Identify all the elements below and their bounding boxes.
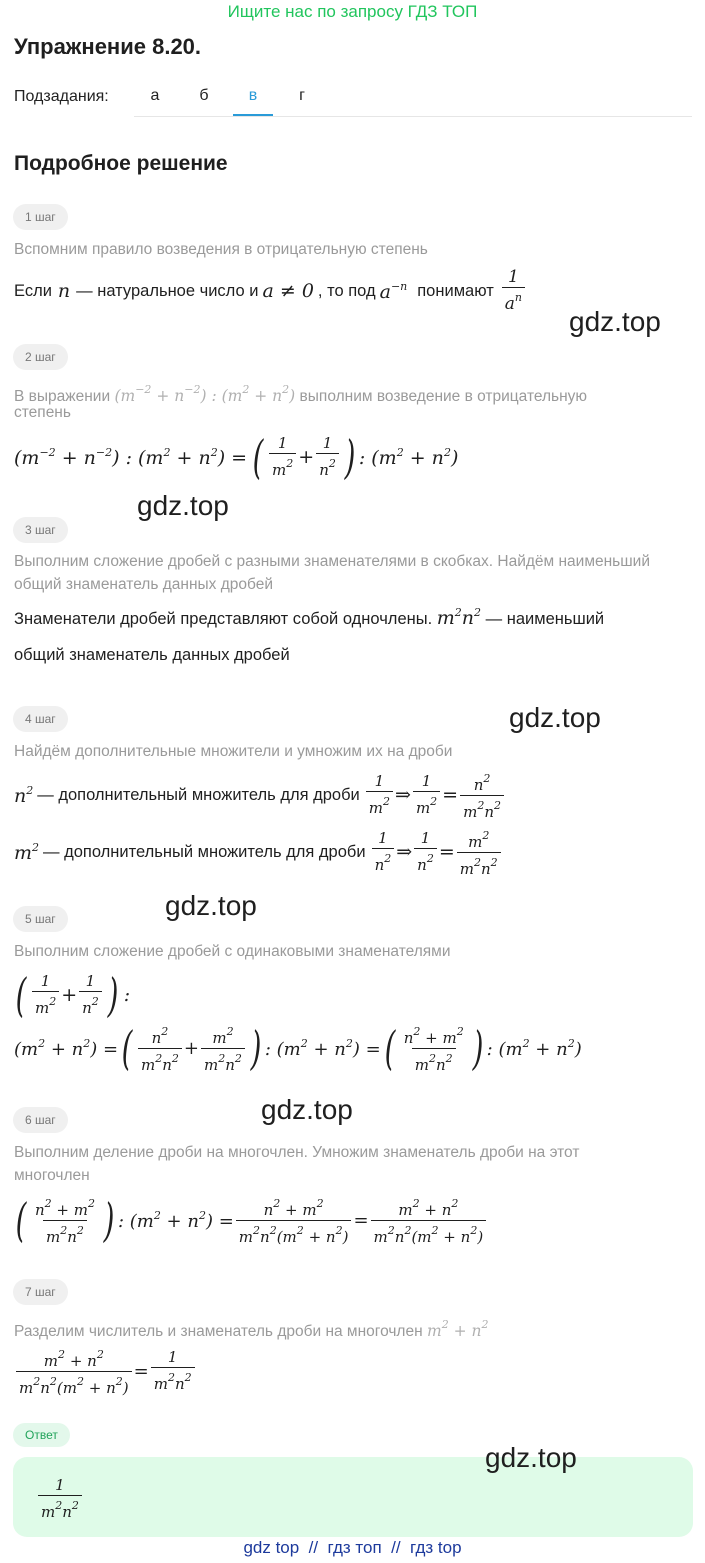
subtask-tab-a[interactable]: а [150, 87, 160, 104]
answer-box [13, 1457, 693, 1537]
step-4-line-2: $m^2$ — дополнительный множитель для дроби $\frac{1}{n^2}$ ⇒ $\frac{1}{n^2}$ = $\frac{m^2}{m^2n^2}$ [14, 825, 503, 879]
step-6-hint-a: Выполним деление дроби на многочлен. Умножим знаменатель дроби на этот [14, 1144, 580, 1161]
solution-heading: Подробное решение [14, 152, 228, 175]
step-7-hint: Разделим числитель и знаменатель дроби на многочлен $m^2 + n^2$ [14, 1318, 489, 1340]
step-6-badge: 6 шаг [13, 1107, 68, 1133]
step-3-text-a: Знаменатели дробей представляют собой одночлены. [14, 610, 433, 628]
step-7-hint-text: Разделим числитель и знаменатель дроби на многочлен [14, 1323, 423, 1340]
step-1-text-c: , то под [317, 281, 376, 300]
step-2-hint-a: В выражении [14, 388, 111, 405]
subtasks-label: Подзадания: [14, 88, 109, 105]
step-4-text-2: — дополнительный множитель для дроби [43, 842, 366, 861]
step-2-equation: $(m^{-2} + n^{-2})$ : $(m^2 + n^2)$ = ( $\frac{1}{m^2}$ + $\frac{1}{n^2}$ ) : $(m^2 + n^2)$ [14, 430, 459, 484]
step-1-text-b: — натуральное число и [76, 281, 259, 300]
step-3-text-c: общий знаменатель данных дробей [14, 646, 290, 664]
step-4-badge: 4 шаг [13, 706, 68, 732]
step-2-hint-b: выполним возведение в отрицательную [299, 388, 588, 405]
subtask-tabs [134, 78, 692, 117]
watermark: gdz.top [509, 702, 601, 733]
footer-links[interactable]: gdz top // гдз топ // гдз top [243, 1538, 462, 1557]
step-5-hint: Выполним сложение дробей с одинаковыми знаменателями [14, 943, 451, 960]
step-3-badge: 3 шаг [13, 517, 68, 543]
step-1-text: Если n — натуральное число и a ≠ 0 , то под $a^{-n}$ понимают $\frac{1}{a^n}$ [14, 266, 527, 316]
page-title: Упражнение 8.20. [14, 34, 202, 59]
step-3-text-b: — наименьший [485, 610, 605, 628]
watermark: gdz.top [569, 306, 661, 337]
step-6-hint-b: многочлен [14, 1167, 90, 1184]
active-tab-indicator [233, 114, 273, 116]
subtask-tab-b[interactable]: б [199, 87, 209, 104]
subtask-tab-v[interactable]: в [248, 87, 258, 104]
step-7-badge: 7 шаг [13, 1279, 68, 1305]
watermark: gdz.top [261, 1094, 353, 1125]
step-4-hint: Найдём дополнительные множители и умножим их на дроби [14, 743, 453, 760]
step-7-equation: $\frac{m^2 + n^2}{m^2n^2(m^2 + n^2)}$ = $\frac{1}{m^2n^2}$ [14, 1342, 197, 1400]
step-1-hint: Вспомним правило возведения в отрицательную степень [14, 241, 428, 258]
step-1-text-d: понимают [417, 281, 494, 300]
answer-badge: Ответ [13, 1423, 70, 1447]
step-2-hint-c: степень [14, 404, 71, 421]
watermark: gdz.top [485, 1442, 577, 1473]
watermark: gdz.top [165, 890, 257, 921]
step-3-text: Знаменатели дробей представляют собой одночлены. $m^2n^2$ — наименьший [14, 606, 605, 629]
step-2-badge: 2 шаг [13, 344, 68, 370]
top-banner: Ищите нас по запросу ГДЗ ТОП [227, 2, 478, 21]
step-2-hint: В выражении $(m^{-2} + n^{-2})$ : $(m^2 + n^2)$ выполним возведение в отрицательную [14, 383, 588, 405]
subtask-tab-g[interactable]: г [299, 87, 305, 104]
watermark: gdz.top [137, 490, 229, 521]
step-5-badge: 5 шаг [13, 906, 68, 932]
step-4-text-1: — дополнительный множитель для дроби [37, 785, 360, 804]
step-6-equation: ( $\frac{n^2 + m^2}{m^2n^2}$ ) : $(m^2 + n^2)$ = $\frac{n^2 + m^2}{m^2n^2(m^2 + n^2)}$ = $\frac{m^2 + n^2}{m^2n^2(m^2 + n^2)}$ [12, 1190, 488, 1250]
step-4-line-1: $n^2$ — дополнительный множитель для дроби $\frac{1}{m^2}$ ⇒ $\frac{1}{m^2}$ = $\frac{n^2}{m^2n^2}$ [14, 768, 506, 822]
step-3-hint-a: Выполним сложение дробей с разными знаменателями в скобках. Найдём наименьший [14, 553, 650, 570]
step-5-equation-line-2: $(m^2 + n^2)$ = ( $\frac{n^2}{m^2n^2}$ + $\frac{m^2}{m^2n^2}$ ) : $(m^2 + n^2)$ = ( $\frac{n^2 + m^2}{m^2n^2}$ ) : $(m^2 + n^2)$ [14, 1021, 582, 1075]
answer-value: $\frac{1}{m^2n^2}$ [36, 1470, 84, 1528]
step-1-badge: 1 шаг [13, 204, 68, 230]
step-5-equation-line-1: ( $\frac{1}{m^2}$ + $\frac{1}{n^2}$ ) : [15, 968, 131, 1022]
step-1-text-a: Если [14, 281, 52, 300]
step-3-hint-b: общий знаменатель данных дробей [14, 576, 273, 593]
